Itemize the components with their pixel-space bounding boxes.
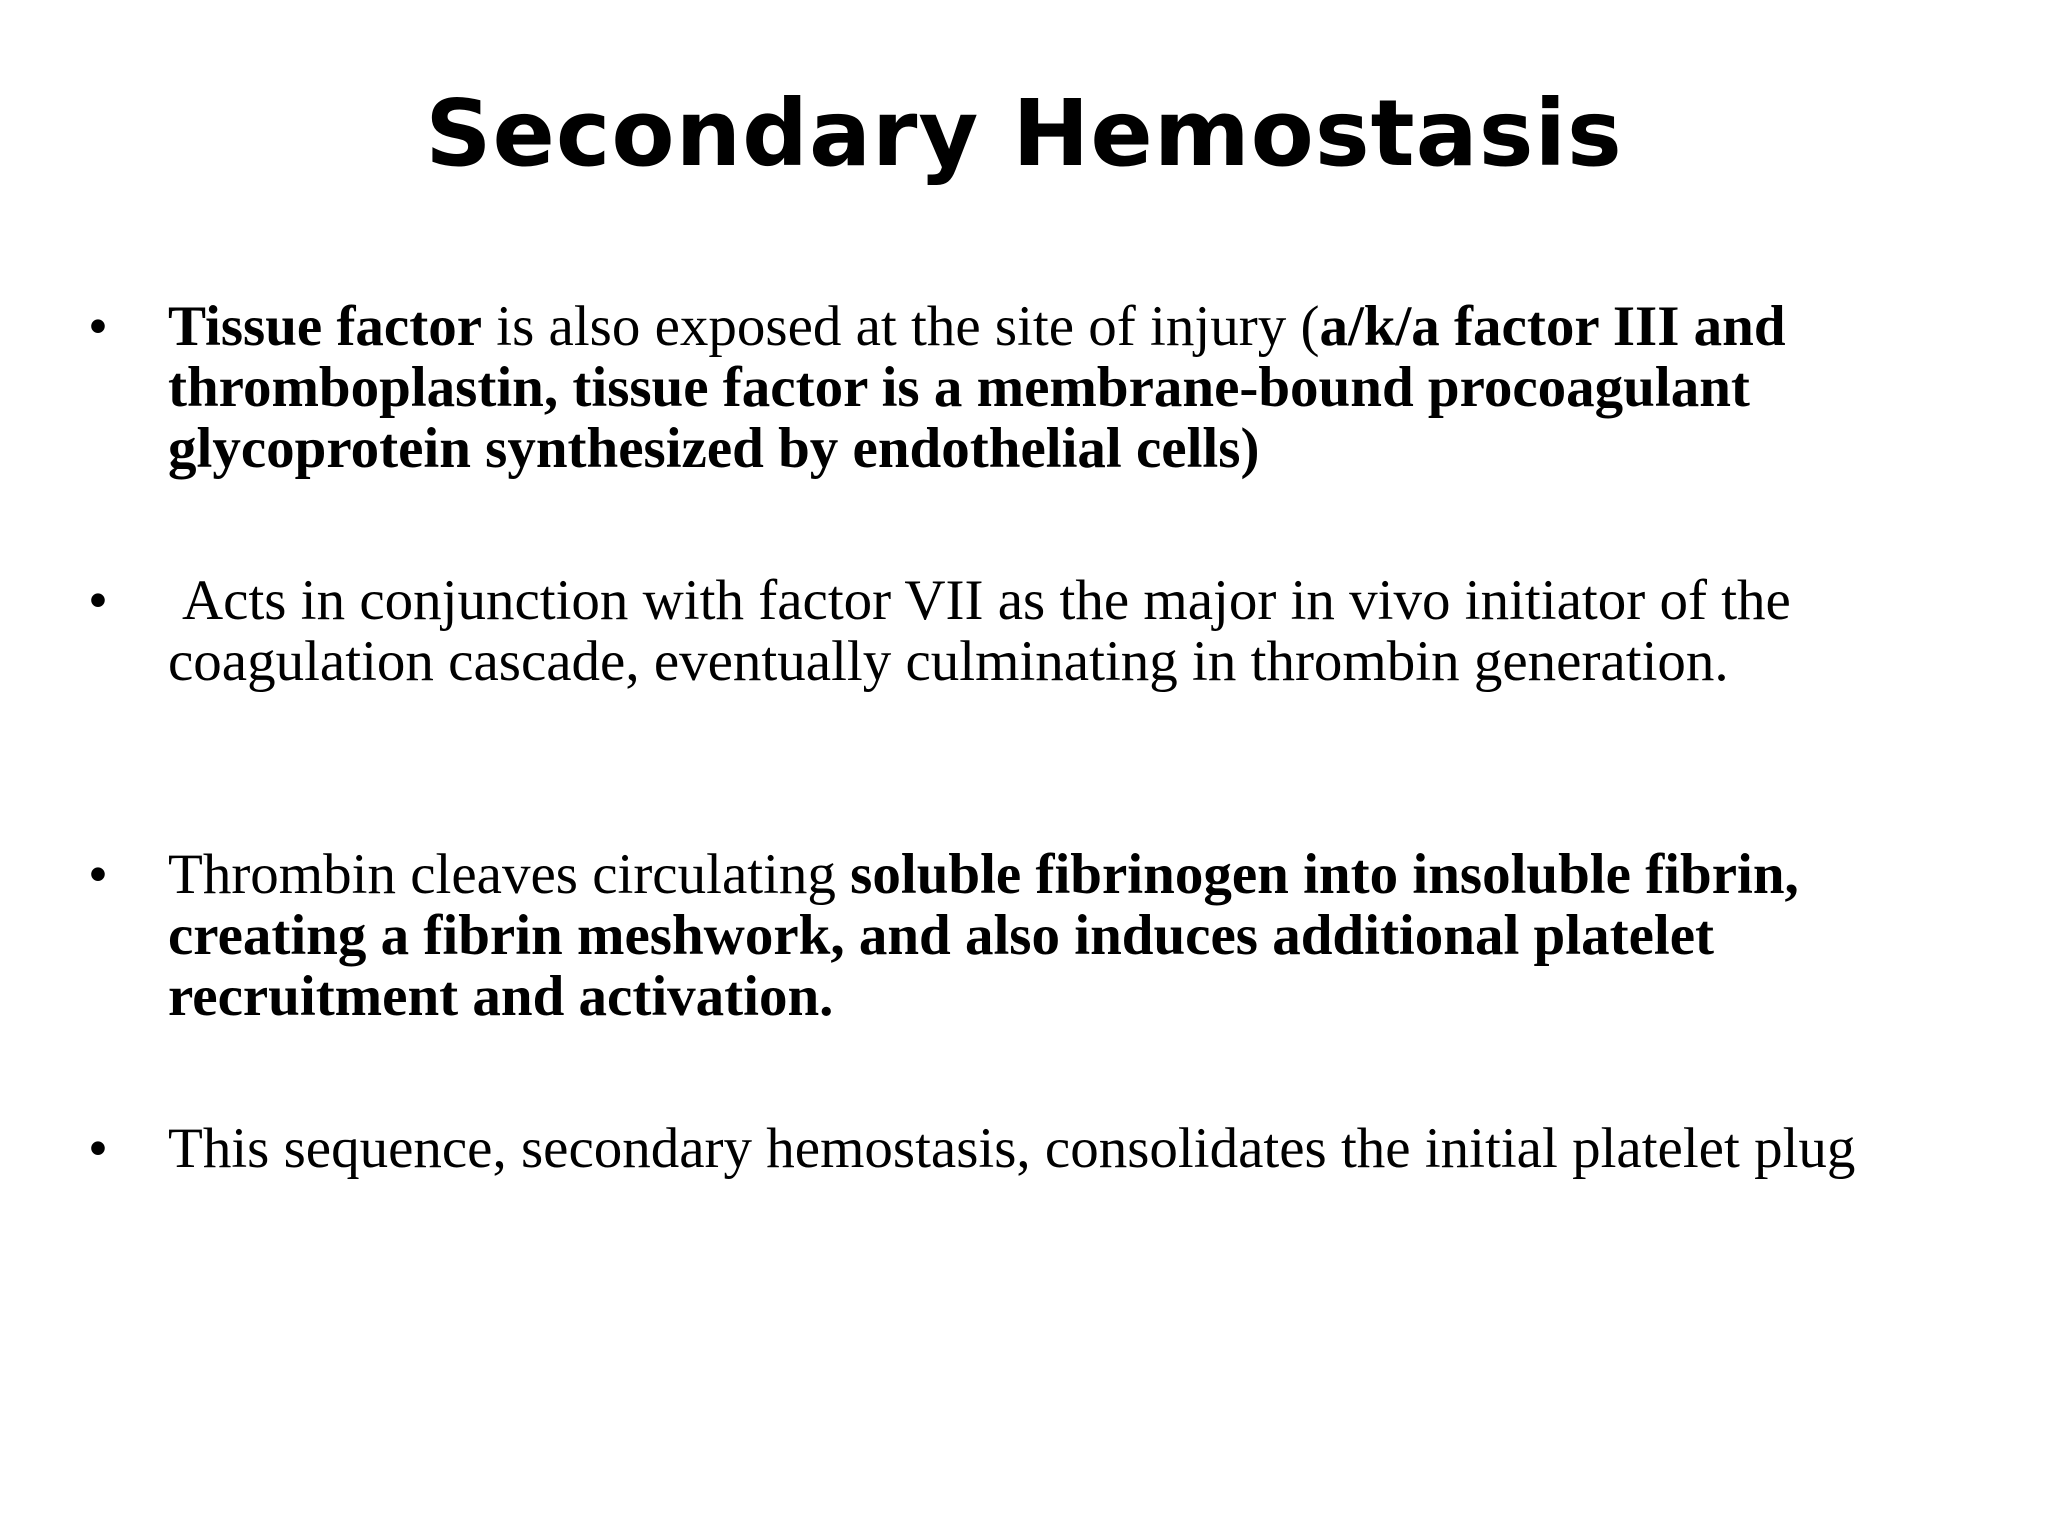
bold-text: soluble fibrinogen into insoluble fibrin, creating a fibrin meshwork, and also induces additional platelet recruitment and activation. [168,843,1799,1028]
bullet-text [168,844,1968,1027]
bullet-dot: • [88,569,108,632]
plain-text: This sequence, secondary hemostasis, consolidates the initial platelet plug [168,1117,1856,1180]
bullet-dot: • [88,843,108,906]
bullet-dot: • [88,295,108,358]
plain-text: Acts in conjunction with factor VII as the major in vivo initiator of the coagulation cascade, eventually culminating in thrombin generation. [168,569,1791,693]
plain-text: is also exposed at the site of injury ( [482,295,1320,358]
bullet-text [168,570,1968,692]
plain-text: Thrombin cleaves circulating [168,843,851,906]
bold-term: Tissue factor [168,295,483,358]
bullet-text [168,1118,1968,1179]
slide-title: Secondary Hemostasis [425,80,1623,187]
bullet-text [168,296,1968,479]
bold-text: a/k/a factor III and thromboplastin, tissue factor is a membrane-bound procoagulant glycoprotein synthesized by endothelial cells) [168,295,1786,480]
bullet-dot: • [88,1117,108,1180]
